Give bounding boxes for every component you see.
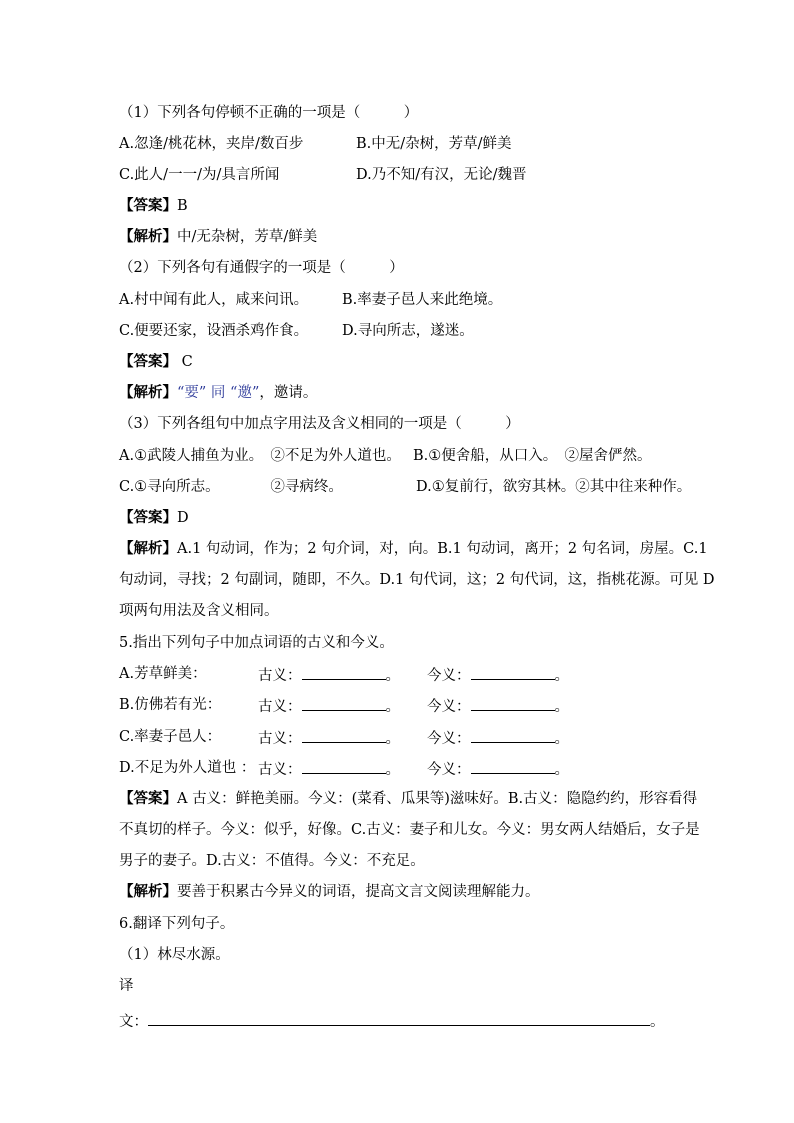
q2-stem: （2）下列各句有通假字的一项是（ ） — [119, 260, 404, 276]
q3-analysis-line-3: 项两句用法及含义相同。 — [119, 603, 279, 619]
period: 。 — [554, 668, 569, 684]
q5-analysis — [119, 882, 540, 902]
period: 。 — [385, 731, 400, 747]
q3-option-b: B.①便舍船，从口入。 ②屋舍俨然。 — [413, 448, 652, 464]
q2-analysis — [119, 383, 317, 403]
q1-answer — [119, 196, 188, 216]
q2-option-b: B.率妻子邑人来此绝境。 — [342, 292, 503, 308]
q1-stem: （1）下列各句停顿不正确的一项是（ ） — [119, 105, 419, 121]
q6-stem: 6.翻译下列句子。 — [119, 916, 235, 932]
answer-blank[interactable] — [471, 758, 555, 774]
analysis-tag: 【解析】 — [119, 384, 177, 401]
jin-label: 今义： — [427, 668, 471, 684]
jin-label: 今义： — [427, 699, 471, 715]
analysis-text: A.1 句动词，作为；2 句介词，对，向。B.1 句动词，离开；2 句名词，房屋。C.1 — [177, 541, 708, 557]
period: 。 — [554, 762, 569, 778]
q1-analysis — [119, 227, 317, 247]
q3-analysis-line-1 — [119, 539, 708, 559]
q2-answer — [119, 352, 193, 372]
answer-blank[interactable] — [471, 727, 555, 743]
period: 。 — [385, 762, 400, 778]
q5-item-c-jin — [427, 727, 569, 749]
gu-label: 古义： — [258, 731, 302, 747]
answer-blank[interactable] — [471, 695, 555, 711]
answer-tag: 【答案】 — [119, 353, 177, 370]
q3-option-a: A.①武陵人捕鱼为业。 ②不足为外人道也。 — [119, 448, 401, 464]
q5-item-b-gu — [258, 695, 400, 717]
analysis-highlight: “要” 同 “邀” — [177, 385, 260, 401]
analysis-tag: 【解析】 — [119, 540, 177, 557]
q1-option-b: B.中无/杂树，芳草/鲜美 — [356, 136, 512, 152]
q5-answer-line-2: 不真切的样子。今义：似乎，好像。C.古义：妻子和儿女。今义：男女两人结婚后，女子是 — [119, 822, 700, 838]
answer-blank[interactable] — [302, 758, 386, 774]
q1-option-d: D.乃不知/有汉，无论/魏晋 — [356, 167, 527, 183]
q5-item-c-label: C.率妻子邑人： — [119, 729, 222, 745]
q3-stem: （3）下列各组句中加点字用法及含义相同的一项是（ ） — [119, 416, 520, 432]
period: 。 — [385, 699, 400, 715]
period: 。 — [554, 731, 569, 747]
q3-option-d: D.①复前行，欲穷其林。②其中往来种作。 — [416, 479, 692, 495]
q5-item-a-jin — [427, 664, 569, 686]
period: 。 — [385, 668, 400, 684]
q5-item-d-label: D.不足为外人道也 ： — [119, 760, 256, 776]
q2-option-a: A.村中闻有此人，咸来问讯。 — [119, 292, 309, 308]
q6-translation-line — [119, 1010, 665, 1032]
answer-tag: 【答案】 — [119, 509, 177, 526]
jin-label: 今义： — [427, 762, 471, 778]
analysis-text: 要善于积累古今异义的词语，提高文言文阅读理解能力。 — [177, 884, 540, 900]
period: 。 — [554, 699, 569, 715]
answer-value: B — [177, 198, 188, 214]
q5-answer-line-3: 男子的妻子。D.古义：不值得。今义：不充足。 — [119, 853, 425, 869]
gu-label: 古义： — [258, 762, 302, 778]
answer-blank[interactable] — [471, 664, 555, 680]
wen-label: 文： — [119, 1014, 148, 1030]
answer-value: C — [177, 354, 193, 370]
q1-option-a: A.忽逢/桃花林，夹岸/数百步 — [119, 136, 304, 152]
q6-yi: 译 — [119, 978, 134, 994]
q5-item-d-jin — [427, 758, 569, 780]
q1-option-c: C.此人/一一/为/具言所闻 — [119, 167, 280, 183]
translation-blank[interactable] — [148, 1010, 650, 1026]
jin-label: 今义： — [427, 731, 471, 747]
q5-item-b-jin — [427, 695, 569, 717]
gu-label: 古义： — [258, 699, 302, 715]
q3-analysis-line-2: 句动词，寻找；2 句副词，随即，不久。D.1 句代词，这；2 句代词，这，指桃花源。可见 D — [119, 572, 715, 588]
answer-blank[interactable] — [302, 695, 386, 711]
period: 。 — [650, 1014, 665, 1030]
answer-tag: 【答案】 — [119, 790, 177, 807]
analysis-text: 中/无杂树，芳草/鲜美 — [177, 229, 318, 245]
analysis-tag: 【解析】 — [119, 883, 177, 900]
q3-option-c: C.①寻向所志。 ②寻病终。 — [119, 479, 343, 495]
q5-item-b-label: B.仿佛若有光： — [119, 697, 222, 713]
analysis-tag: 【解析】 — [119, 228, 177, 245]
answer-blank[interactable] — [302, 664, 386, 680]
answer-blank[interactable] — [302, 727, 386, 743]
q5-item-a-label: A.芳草鲜美： — [119, 666, 207, 682]
q5-item-c-gu — [258, 727, 400, 749]
q5-item-a-gu — [258, 664, 400, 686]
q6-sub1: （1）林尽水源。 — [119, 947, 230, 963]
gu-label: 古义： — [258, 668, 302, 684]
q3-answer — [119, 508, 189, 528]
q5-stem: 5.指出下列句子中加点词语的古义和今义。 — [119, 635, 394, 651]
answer-text: A 古义：鲜艳美丽。今义：(菜肴、瓜果等)滋味好。B.古义：隐隐约约，形容看得 — [177, 791, 698, 807]
q5-item-d-gu — [258, 758, 400, 780]
q5-answer-line-1 — [119, 789, 697, 809]
answer-tag: 【答案】 — [119, 197, 177, 214]
q2-option-d: D.寻向所志，遂迷。 — [342, 323, 474, 339]
analysis-text: ，邀请。 — [259, 385, 318, 401]
q2-option-c: C.便要还家，设酒杀鸡作食。 — [119, 323, 309, 339]
answer-value: D — [177, 510, 189, 526]
